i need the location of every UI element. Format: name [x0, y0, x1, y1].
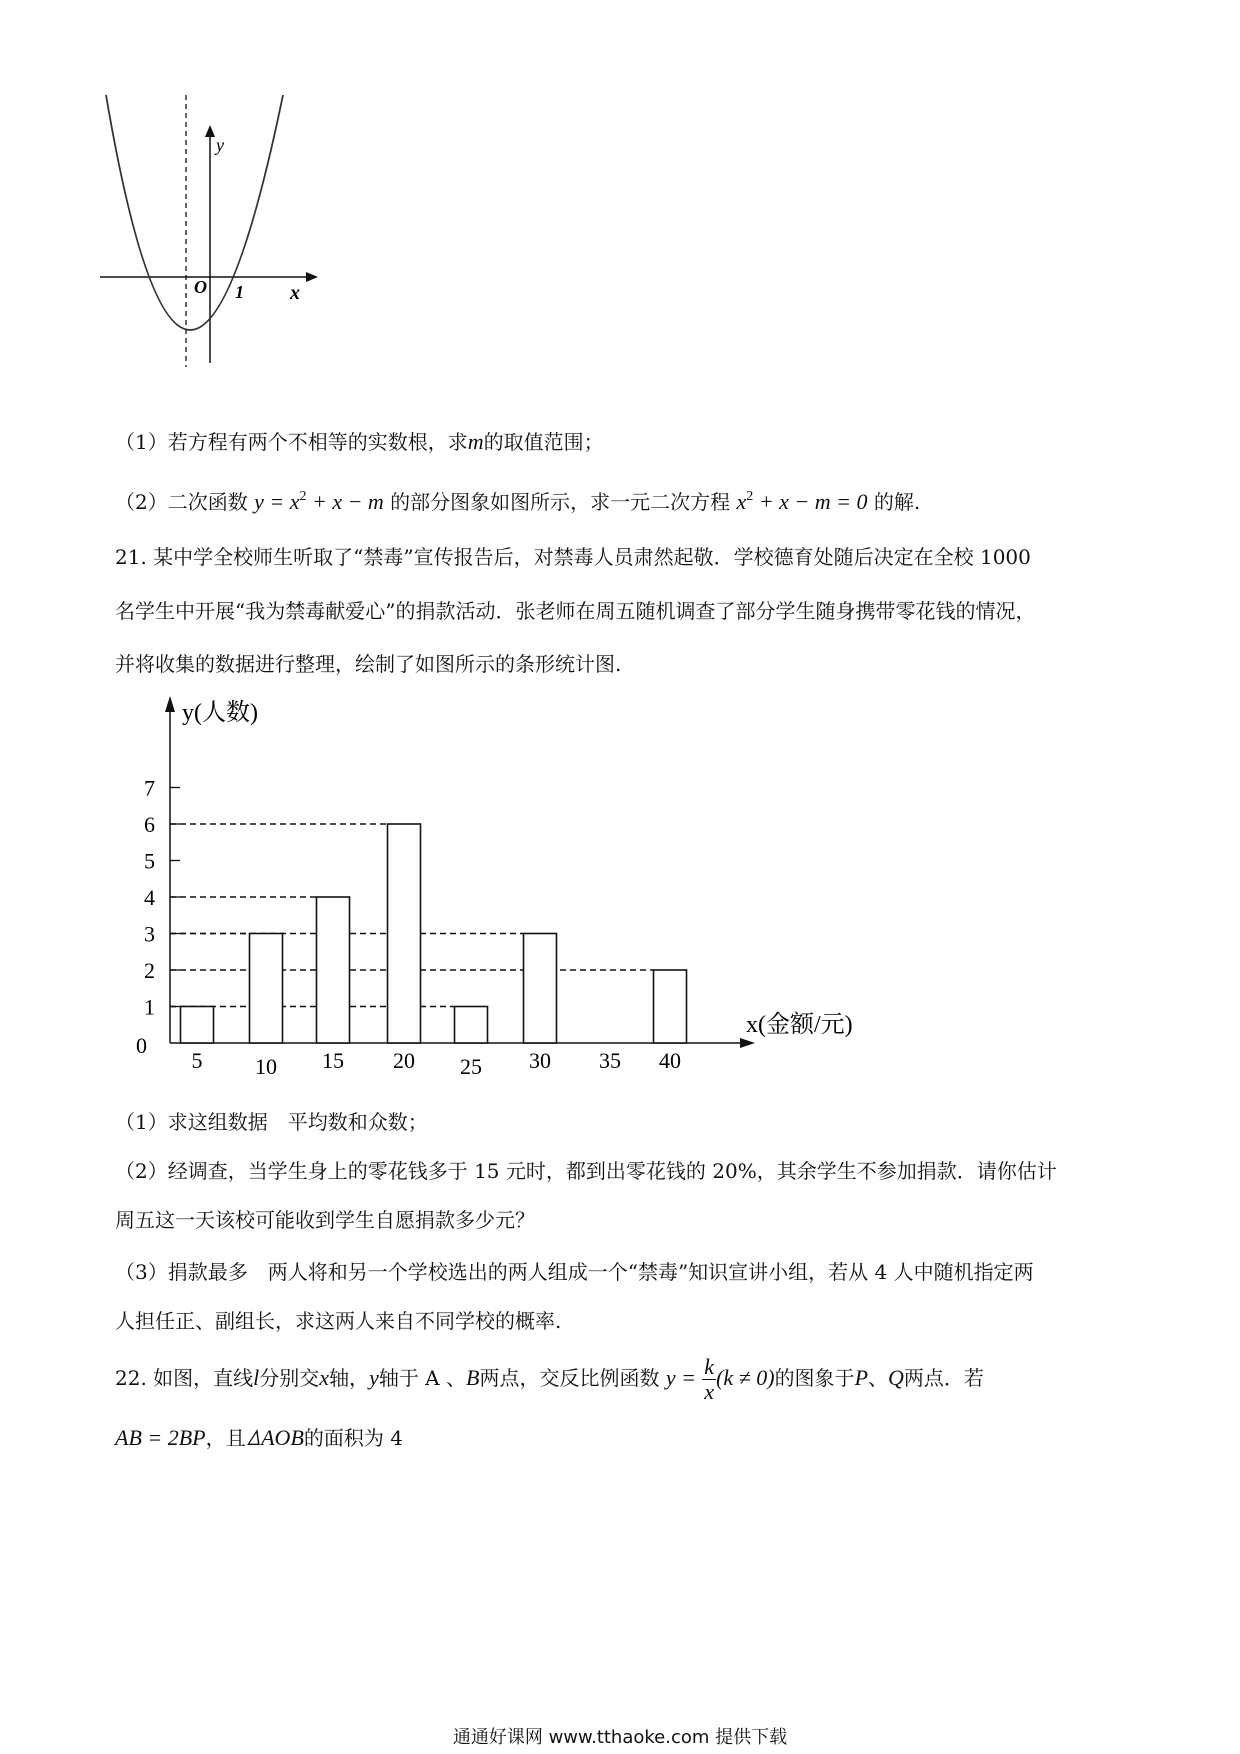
q22-ab-equation: AB = 2BP — [115, 1425, 206, 1450]
q22-func-condition: (k ≠ 0) — [716, 1365, 775, 1390]
q22-triangle: ꕔAOB — [245, 1425, 304, 1450]
q20-function-rhs: + x − m — [306, 489, 384, 514]
x-axis-arrow-icon — [740, 1038, 755, 1048]
y-tick-label-5: 5 — [144, 848, 155, 874]
q20-equation — [737, 489, 868, 514]
q22-func-lhs: y = — [665, 1365, 696, 1390]
q20-equation-lhs: x — [736, 489, 747, 514]
one-label: 1 — [235, 282, 244, 302]
x-tick-label-40: 40 — [659, 1048, 681, 1073]
y-tick-label-2: 2 — [144, 958, 155, 983]
q20-part1-prefix: （1）若方程有两个不相等的实数根，求 — [115, 430, 468, 454]
q20-part1 — [115, 428, 1135, 456]
y-axis-label: y — [216, 135, 224, 155]
y-tick-label-1: 1 — [144, 994, 155, 1020]
q22-B: B — [466, 1365, 480, 1390]
bar-chart — [136, 690, 980, 1090]
x-tick-label-25: 25 — [460, 1054, 482, 1079]
q22-P: P — [854, 1365, 869, 1390]
x-tick-label-10: 10 — [255, 1054, 277, 1079]
q20-function-lhs: y = x — [254, 489, 300, 514]
q20-part1-suffix: 的取值范围； — [483, 430, 604, 454]
q20-equation-rhs: + x − m = 0 — [753, 489, 868, 514]
bar-15 — [317, 897, 350, 1043]
q21-stem-line2: 名学生中开展“我为禁毒献爱心”的捐款活动．张老师在周五随机调查了部分学生随身携带零花钱的情况， — [115, 599, 1036, 623]
bar-5 — [181, 1007, 214, 1044]
bar-30 — [524, 934, 557, 1044]
q21-stem-line1: 21. 某中学全校师生听取了“禁毒”宣传报告后，对禁毒人员肃然起敬．学校德育处随后决定在全校 1000 — [115, 545, 1031, 569]
q20-part2-suffix: 的解. — [873, 490, 921, 514]
q22-seg6: 的图象于 — [774, 1366, 855, 1390]
q21-part3-line2: 人担任正、副组长，求这两人来自不同学校的概率. — [115, 1309, 562, 1333]
q20-part2-middle: 的部分图象如图所示，求一元二次方程 — [390, 490, 731, 514]
q22-line1 — [115, 1355, 1135, 1411]
y-axis-arrow-icon — [205, 125, 215, 137]
x-axis-label: x — [290, 282, 300, 304]
x-axis-title: x(金额/元) — [746, 1012, 853, 1038]
q21-part2-line1: （2）经调查，当学生身上的零花钱多于 15 元时，都到出零花钱的 20%，其余学生不参加捐款．请你估计 — [115, 1159, 1057, 1183]
y-axis-title: y(人数) — [182, 700, 258, 726]
q21-part2-line2: 周五这一天该校可能收到学生自愿捐款多少元？ — [115, 1208, 535, 1232]
q20-part2 — [115, 483, 1135, 516]
q22-frac-numerator: k — [704, 1354, 715, 1379]
x-tick-label-15: 15 — [322, 1048, 344, 1073]
q20-equation-exponent: 2 — [746, 489, 754, 504]
footer: 通通好课网 www.tthaoke.com 提供下载 — [452, 1727, 788, 1748]
q22-line2-end: 的面积为 4 — [303, 1426, 403, 1450]
x-axis-arrow-icon — [306, 272, 318, 282]
x-tick-label-30: 30 — [529, 1048, 551, 1073]
q22-line-l: l — [253, 1365, 260, 1390]
q22-seg1: 22. 如图，直线 — [115, 1366, 254, 1390]
q22-seg7: 、 — [868, 1366, 889, 1390]
q20-part2-prefix: （2）二次函数 — [115, 490, 248, 514]
q20-function — [254, 489, 384, 514]
q22-line2-mid: ，且 — [205, 1426, 246, 1450]
q22-fraction — [702, 1355, 716, 1404]
bar-40 — [654, 970, 687, 1043]
bar-10 — [250, 934, 283, 1044]
q22-seg5: 两点，交反比例函数 — [479, 1366, 660, 1390]
q22-seg4: 轴于 A 、 — [378, 1366, 466, 1390]
y-tick-label-4: 4 — [144, 885, 155, 910]
q21-stem-line3: 并将收集的数据进行整理，绘制了如图所示的条形统计图. — [115, 652, 622, 676]
x-tick-label-20: 20 — [393, 1048, 415, 1073]
bar-20 — [388, 824, 421, 1043]
q21-part1: （1）求这组数据 平均数和众数； — [115, 1110, 428, 1134]
y-tick-label-3: 3 — [144, 921, 155, 947]
q22-frac-denominator: x — [704, 1379, 715, 1404]
x-tick-label-35: 35 — [599, 1048, 621, 1073]
q20-part1-var: m — [467, 429, 484, 454]
y-tick-label-6: 6 — [144, 812, 155, 837]
q21-part3-line1: （3）捐款最多 两人将和另一个学校选出的两人组成一个“禁毒”知识宣讲小组，若从 4 人中随机指定两 — [115, 1260, 1034, 1284]
y-tick-label-7: 7 — [144, 775, 155, 801]
q20-function-exponent: 2 — [299, 489, 307, 504]
q22-seg2: 分别交 — [259, 1366, 320, 1390]
bar-25 — [455, 1007, 488, 1044]
x-tick-label-5: 5 — [191, 1048, 203, 1073]
q22-line2 — [115, 1424, 1135, 1452]
q22-y: y — [369, 1365, 379, 1390]
q22-x: x — [319, 1365, 330, 1390]
q22-seg3: 轴， — [329, 1366, 370, 1390]
origin-label: O — [194, 277, 207, 297]
y-axis-arrow-icon — [165, 696, 175, 712]
parabola-figure — [100, 95, 340, 385]
origin-label: 0 — [136, 1033, 147, 1058]
q22-seg8: 两点．若 — [903, 1366, 984, 1390]
q22-Q: Q — [888, 1365, 904, 1390]
